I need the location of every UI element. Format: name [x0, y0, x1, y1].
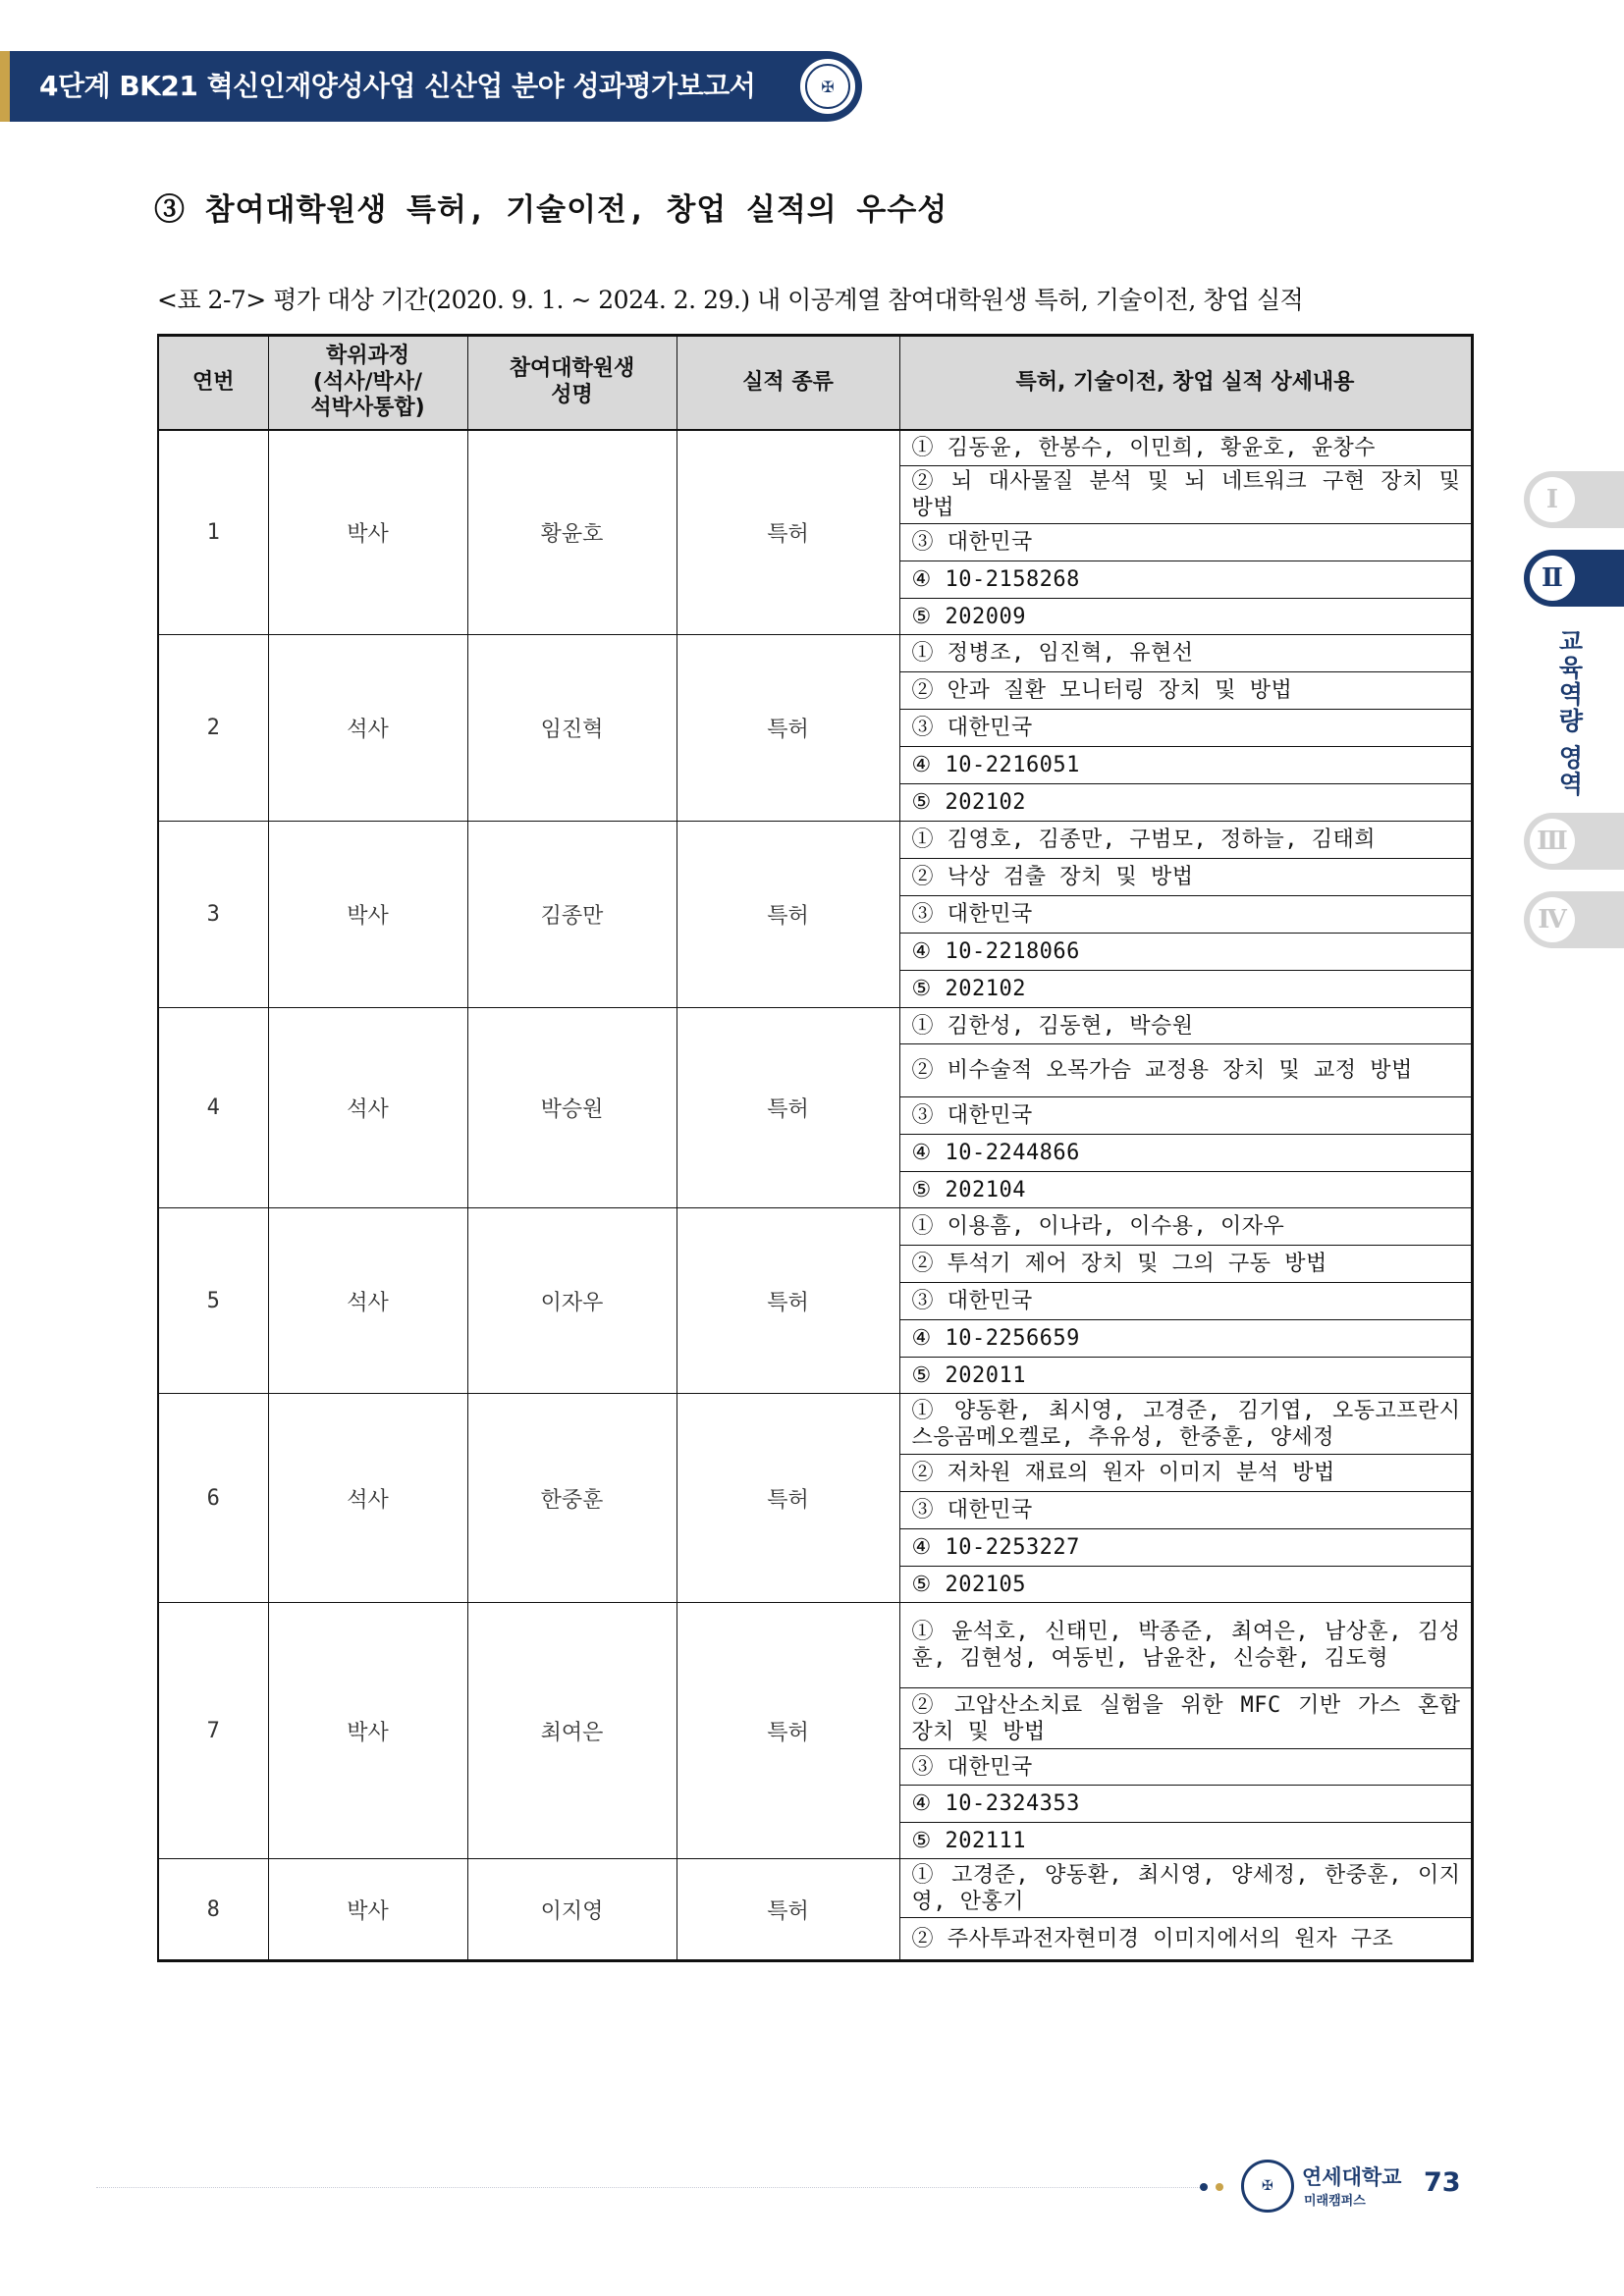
side-tab-3[interactable] [1524, 813, 1624, 870]
row-degree: 박사 [268, 1859, 467, 1961]
row-detail-line: ② 비수술적 오목가슴 교정용 장치 및 교정 방법 [899, 1044, 1472, 1097]
row-degree: 석사 [268, 1394, 467, 1603]
table-row [158, 1603, 1472, 1688]
row-detail-line: ④ 10-2324353 [899, 1786, 1472, 1823]
row-achievement-type: 특허 [677, 1859, 899, 1961]
row-number: 8 [158, 1859, 268, 1961]
side-tab-label: Ⅱ [1530, 556, 1575, 601]
header-type: 실적 종류 [677, 336, 899, 430]
footer-dot [1216, 2183, 1223, 2191]
row-detail-line: ③ 대한민국 [899, 1492, 1472, 1529]
row-degree: 석사 [268, 1208, 467, 1394]
row-number: 4 [158, 1008, 268, 1208]
yonsei-seal-icon: ✠ [1241, 2160, 1294, 2213]
row-detail-line: ① 정병조, 임진혁, 유현선 [899, 635, 1472, 672]
header-student: 참여대학원생 성명 [467, 336, 677, 430]
row-detail-line: ⑤ 202009 [899, 599, 1472, 635]
row-detail-line: ① 고경준, 양동환, 최시영, 양세정, 한중훈, 이지영, 안홍기 [899, 1859, 1472, 1918]
row-detail-line: ③ 대한민국 [899, 1097, 1472, 1135]
row-degree: 박사 [268, 1603, 467, 1859]
side-tab-1[interactable] [1524, 471, 1624, 528]
row-student-name: 임진혁 [467, 635, 677, 822]
row-detail-line: ② 고압산소치료 실험을 위한 MFC 기반 가스 혼합 장치 및 방법 [899, 1688, 1472, 1749]
row-number: 2 [158, 635, 268, 822]
row-detail-line: ② 낙상 검출 장치 및 방법 [899, 859, 1472, 896]
table-row [158, 1208, 1472, 1246]
row-detail-line: ② 저차원 재료의 원자 이미지 분석 방법 [899, 1455, 1472, 1492]
side-tab-label: Ⅰ [1530, 477, 1575, 522]
row-detail-line: ⑤ 202102 [899, 971, 1472, 1008]
patent-table [157, 334, 1474, 1962]
row-detail-line: ⑤ 202102 [899, 784, 1472, 822]
row-number: 1 [158, 430, 268, 635]
row-student-name: 황윤호 [467, 430, 677, 635]
page-number: 73 [1424, 2167, 1461, 2198]
row-achievement-type: 특허 [677, 1394, 899, 1603]
row-detail-line: ④ 10-2158268 [899, 561, 1472, 599]
row-number: 6 [158, 1394, 268, 1603]
row-detail-line: ⑤ 202104 [899, 1172, 1472, 1208]
section-heading: ③ 참여대학원생 특허, 기술이전, 창업 실적의 우수성 [154, 192, 948, 228]
table-row [158, 822, 1472, 859]
row-detail-line: ④ 10-2244866 [899, 1135, 1472, 1172]
table-row [158, 430, 1472, 466]
table-row [158, 1394, 1472, 1455]
header-degree: 학위과정 (석사/박사/ 석박사통합) [268, 336, 467, 430]
footer-dot [1200, 2183, 1208, 2191]
table-caption: <표 2-7> 평가 대상 기간(2020. 9. 1. ~ 2024. 2. 29.) 내 이공계열 참여대학원생 특허, 기술이전, 창업 실적 [157, 286, 1304, 314]
row-detail-line: ④ 10-2218066 [899, 934, 1472, 971]
row-achievement-type: 특허 [677, 822, 899, 1008]
row-detail-line: ① 김영호, 김종만, 구범모, 정하늘, 김태희 [899, 822, 1472, 859]
row-detail-line: ① 이용흠, 이나라, 이수용, 이자우 [899, 1208, 1472, 1246]
row-detail-line: ③ 대한민국 [899, 896, 1472, 934]
row-achievement-type: 특허 [677, 1603, 899, 1859]
row-student-name: 최여은 [467, 1603, 677, 1859]
row-achievement-type: 특허 [677, 1008, 899, 1208]
side-tab-2[interactable] [1524, 550, 1624, 607]
header-accent-bar [0, 51, 10, 122]
table-row [158, 1859, 1472, 1918]
report-title: 4단계 BK21 혁신인재양성사업 신산업 분야 성과평가보고서 [39, 70, 756, 102]
row-detail-line: ③ 대한민국 [899, 1749, 1472, 1786]
table-row [158, 1008, 1472, 1044]
row-detail-line: ④ 10-2253227 [899, 1529, 1472, 1567]
row-detail-line: ② 뇌 대사물질 분석 및 뇌 네트워크 구현 장치 및 방법 [899, 466, 1472, 524]
row-detail-line: ② 안과 질환 모니터링 장치 및 방법 [899, 672, 1472, 710]
row-detail-line: ② 주사투과전자현미경 이미지에서의 원자 구조 [899, 1918, 1472, 1961]
row-achievement-type: 특허 [677, 1208, 899, 1394]
row-degree: 박사 [268, 430, 467, 635]
header-no: 연번 [158, 336, 268, 430]
row-degree: 석사 [268, 635, 467, 822]
table-row [158, 635, 1472, 672]
row-student-name: 이지영 [467, 1859, 677, 1961]
side-tab-label: Ⅲ [1530, 819, 1575, 864]
row-achievement-type: 특허 [677, 430, 899, 635]
row-detail-line: ④ 10-2216051 [899, 747, 1472, 784]
table-header-row [158, 336, 1472, 430]
row-detail-line: ⑤ 202111 [899, 1823, 1472, 1859]
row-number: 7 [158, 1603, 268, 1859]
row-detail-line: ① 윤석호, 신태민, 박종준, 최여은, 남상훈, 김성훈, 김현성, 여동빈, 남윤찬, 신승환, 김도형 [899, 1603, 1472, 1688]
row-detail-line: ③ 대한민국 [899, 710, 1472, 747]
row-detail-line: ① 김한성, 김동현, 박승원 [899, 1008, 1472, 1044]
row-detail-line: ① 양동환, 최시영, 고경준, 김기엽, 오동고프란시스응곰메오켈로, 추유성, 한중훈, 양세정 [899, 1394, 1472, 1455]
side-tab-4[interactable] [1524, 891, 1624, 948]
header-detail: 특허, 기술이전, 창업 실적 상세내용 [899, 336, 1472, 430]
row-student-name: 한중훈 [467, 1394, 677, 1603]
row-student-name: 이자우 [467, 1208, 677, 1394]
footer-divider [96, 2187, 1206, 2188]
row-detail-line: ② 투석기 제어 장치 및 그의 구동 방법 [899, 1246, 1472, 1283]
row-achievement-type: 특허 [677, 635, 899, 822]
row-number: 5 [158, 1208, 268, 1394]
row-detail-line: ⑤ 202105 [899, 1567, 1472, 1603]
row-number: 3 [158, 822, 268, 1008]
side-section-label: 교육역량 영역 [1555, 628, 1584, 798]
footer-university: 연세대학교 [1302, 2165, 1402, 2189]
row-detail-line: ⑤ 202011 [899, 1358, 1472, 1394]
row-student-name: 김종만 [467, 822, 677, 1008]
row-detail-line: ④ 10-2256659 [899, 1320, 1472, 1358]
row-detail-line: ① 김동윤, 한봉수, 이민희, 황윤호, 윤창수 [899, 430, 1472, 466]
row-degree: 석사 [268, 1008, 467, 1208]
side-tab-label: Ⅳ [1530, 897, 1575, 942]
yonsei-seal-icon: ✠ [797, 56, 858, 117]
row-detail-line: ③ 대한민국 [899, 1283, 1472, 1320]
row-detail-line: ③ 대한민국 [899, 524, 1472, 561]
row-degree: 박사 [268, 822, 467, 1008]
footer-campus: 미래캠퍼스 [1304, 2194, 1366, 2209]
row-student-name: 박승원 [467, 1008, 677, 1208]
